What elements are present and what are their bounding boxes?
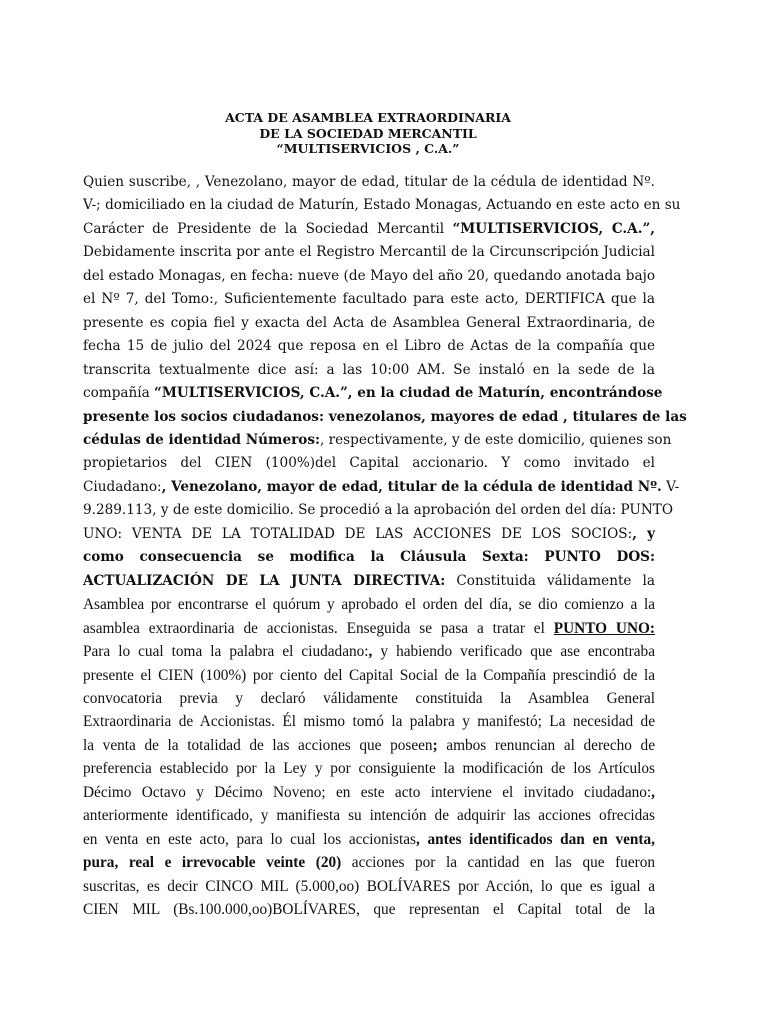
body-line-29-bold: , antes identificados dan en venta, <box>415 830 655 848</box>
body-line-16-bold: , y <box>632 525 655 542</box>
body-line-13: propietarios del CIEN (100%)del Capital accionario. Y como invitado el <box>83 455 655 472</box>
body-line-32: CIEN MIL (Bs.100.000,oo)BOLÍVARES, que representan el Capital total de la <box>83 901 655 919</box>
body-line-9: transcrita textualmente dice así: a las 10:00 AM. Se instaló en la sede de la <box>83 361 655 378</box>
body-line-28: anteriormente identificado, y manifiesta su intención de adquirir las acciones ofrecidas <box>83 807 655 825</box>
body-line-5: del estado Monagas, en fecha: nueve (de Mayo del año 20, quedando anotada bajo <box>83 267 655 284</box>
body-line-11: presente los socios ciudadanos: venezolanos, mayores de edad , titulares de las <box>83 408 687 425</box>
body-line-10-bold: “MULTISERVICIOS, C.A.”, en la ciudad de Maturín, encontrándose <box>154 385 663 402</box>
body-line-25-part-3: ambos renuncian al derecho de <box>437 736 655 754</box>
body-line-10-part-1: compañía <box>83 385 155 402</box>
body-line-30-bold: pura, real e irrevocable veinte (20) <box>83 854 342 872</box>
body-line-20-part-1: asamblea extraordinaria de accionistas. Enseguida se pasa a tratar el <box>83 619 554 637</box>
body-line-19: Asamblea por encontrarse el quórum y aprobado el orden del día, se dio comienzo a la <box>83 596 655 614</box>
body-line-6: el Nº 7, del Tomo:, Suficientemente facultado para este acto, DERTIFICA que la <box>83 291 655 308</box>
body-line-22: presente el CIEN (100%) por ciento del Capital Social de la Compañía prescindió de la <box>83 666 655 684</box>
body-line-29 <box>83 828 655 851</box>
body-line-25 <box>83 734 655 757</box>
body-line-18-part-2: Constituida válidamente la <box>445 572 655 589</box>
body-line-8: fecha 15 de julio del 2024 que reposa en el Libro de Actas de la compañía que <box>83 338 655 355</box>
title-line-2: DE LA SOCIEDAD MERCANTIL <box>259 125 477 141</box>
body-line-21 <box>83 640 655 663</box>
body-line-17: como consecuencia se modifica la Cláusula Sexta: PUNTO DOS: <box>83 549 655 566</box>
body-line-27-bold: , <box>651 783 655 801</box>
body-line-12-part-2: , respectivamente, y de este domicilio, quienes son <box>320 431 672 448</box>
body-line-25-part-1: la venta de la totalidad de las acciones que poseen <box>83 736 433 754</box>
body-line-14-part-1: Ciudadano: <box>83 478 162 495</box>
body-line-27-part-1: Décimo Octavo y Décimo Noveno; en este acto interviene el invitado ciudadano: <box>83 783 652 801</box>
body-line-14-bold: , Venezolano, mayor de edad, titular de la cédula de identidad Nº. <box>161 478 662 495</box>
body-line-25-bold: ; <box>432 736 438 754</box>
body-line-12-bold: cédulas de identidad Números: <box>83 431 320 448</box>
body-line-12 <box>83 429 672 452</box>
body-line-16-part-1: UNO: VENTA DE LA TOTALIDAD DE LAS ACCIONES DE LOS SOCIOS: <box>83 525 633 542</box>
body-line-4: Debidamente inscrita por ante el Registro Mercantil de la Circunscripción Judicial <box>83 244 655 261</box>
title-line-1: ACTA DE ASAMBLEA EXTRAORDINARIA <box>225 110 511 125</box>
body-line-7: presente es copia fiel y exacta del Acta de Asamblea General Extraordinaria, de <box>83 314 655 331</box>
body-line-18 <box>83 570 655 593</box>
document-title <box>0 110 736 157</box>
body-line-24: Extraordinaria de Accionistas. Él mismo tomó la palabra y manifestó; La necesidad de <box>83 713 655 731</box>
body-line-14-part-3: V- <box>661 478 680 495</box>
body-line-30 <box>83 851 655 874</box>
body-line-21-part-3: y habiendo verificado que ase encontraba <box>372 643 655 661</box>
body-line-14 <box>83 476 680 499</box>
body-line-20 <box>83 617 655 640</box>
body-line-10 <box>83 382 663 405</box>
punto-uno-heading: PUNTO UNO: <box>553 619 655 637</box>
body-line-29-part-1: en venta en este acto, para lo cual los accionistas <box>83 830 416 848</box>
body-line-3-part-1: Carácter de Presidente de la Sociedad Mercantil <box>83 220 453 237</box>
body-line-27 <box>83 781 655 804</box>
body-line-16 <box>83 523 655 546</box>
title-line-3: “MULTISERVICIOS , C.A.” <box>276 141 460 156</box>
body-line-30-part-2: acciones por la cantidad en las que fueron <box>341 854 656 872</box>
body-line-21-bold: , <box>368 643 373 661</box>
body-line-26: preferencia establecido por la Ley y por consiguiente la modificación de los Artículos <box>83 760 655 778</box>
company-name-bold: “MULTISERVICIOS, C.A.”, <box>452 220 655 237</box>
body-line-23: convocatoria previa y declaró válidamente constituida la Asamblea General <box>83 689 655 707</box>
body-line-15: 9.289.113, y de este domicilio. Se procedió a la aprobación del orden del día: PUNTO <box>83 502 673 519</box>
body-line-21-part-1: Para lo cual toma la palabra el ciudadano: <box>83 643 369 661</box>
body-line-31: suscritas, es decir CINCO MIL (5.000,oo) BOLÍVARES por Acción, lo que es igual a <box>83 877 655 895</box>
body-line-1: Quien suscribe, , Venezolano, mayor de edad, titular de la cédula de identidad Nº. <box>83 174 655 190</box>
document-body <box>83 171 687 922</box>
body-line-2: V-; domiciliado en la ciudad de Maturín, Estado Monagas, Actuando en este acto en su <box>83 197 681 214</box>
body-line-18-bold: ACTUALIZACIÓN DE LA JUNTA DIRECTIVA: <box>83 572 446 589</box>
body-line-3 <box>83 218 655 241</box>
